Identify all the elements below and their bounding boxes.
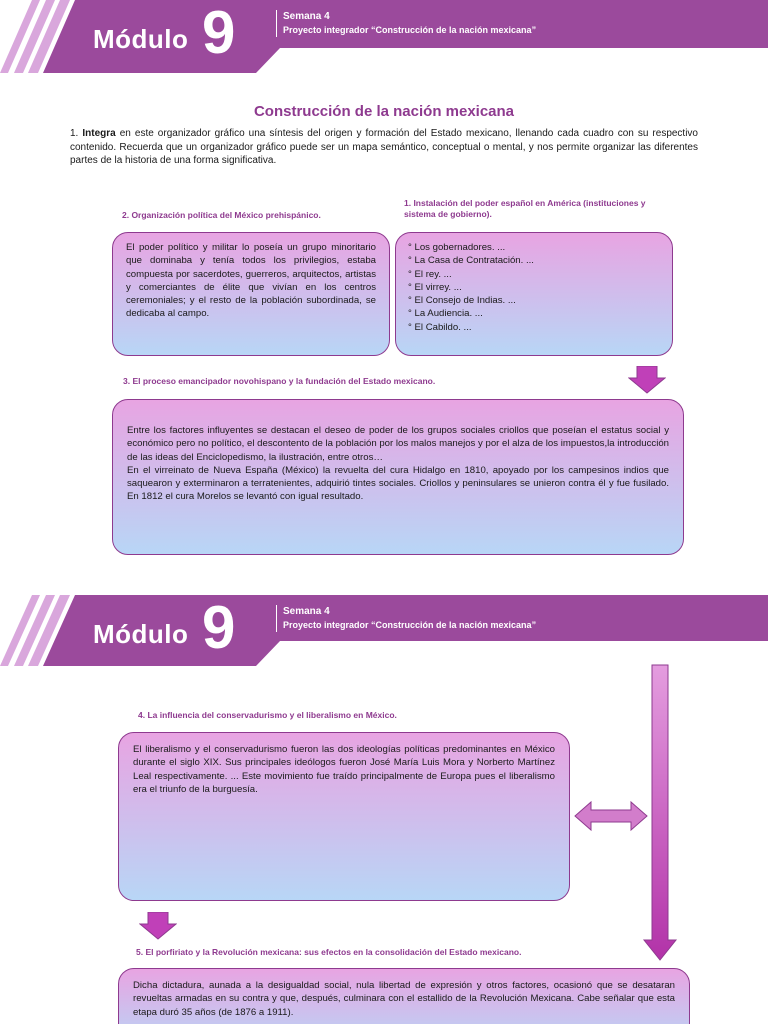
intro-number: 1. [70,128,79,139]
project-label: Proyecto integrador “Construcción de la nación mexicana” [283,620,537,630]
section4-text: El liberalismo y el conservadurismo fueron las dos ideologías políticas predominantes en México durante el siglo XIX. Sus principales ideólogos fueron José María Luis Mora y Norberto Martínez Leal respectivamente. ... Este movimiento fue traído principalmente de Europa pues el liberalismo era el triunfo de la burguesía. [133,744,555,795]
intro-bold: Integra [82,128,116,139]
project-label: Proyecto integrador “Construcción de la nación mexicana” [283,25,537,35]
module-banner-bottom [0,595,768,670]
section3-paragraph-2: En el virreinato de Nueva España (México) la revuelta del cura Hidalgo en 1810, apoyado por los campesinos indios que saquearon y exterminaron a terratenientes, adquirió tintes sociales. Criollos y peninsulares se unieron contra él y fue fusilado. En 1812 el cura Morelos se levantó con igual resultado. [127,464,669,503]
section2-label: 2. Organización política del México prehispánico. [122,210,321,220]
list-item: ° Los gobernadores. ... [408,242,506,253]
section2-box [112,232,390,356]
double-arrow-icon [574,800,648,832]
section5-text: Dicha dictadura, aunada a la desigualdad social, nula libertad de expresión y otros factores, ocasionó que se desataran revueltas armadas en su contra y que, después, culminara con el estallido de la Revolución Mexicana. Cabe señalar que esta etapa duró 35 años (de 1876 a 1911). [133,980,675,1018]
list-item: ° El Consejo de Indias. ... [408,295,516,307]
page-title: Construcción de la nación mexicana [253,103,515,120]
week-block [276,605,536,632]
section3-box [112,399,684,555]
week-label: Semana 4 [283,606,330,617]
section3-paragraph-1: Entre los factores influyentes se destacan el deseo de poder de los grupos sociales criollos que poseían el estatus social y económico pero no político, el descontento de la población por los malos manejos y por el alza de los impuestos,la introducción de las ideas del Enciclopedismo, la ilustración, entre otros… [127,425,669,463]
module-word: Módulo [93,619,189,649]
week-block [276,10,536,37]
week-label: Semana 4 [283,11,330,22]
section4-box [118,732,570,901]
section1-box [395,232,673,356]
section3-label: 3. El proceso emancipador novohispano y la fundación del Estado mexicano. [123,376,436,386]
intro-paragraph [70,127,698,168]
list-item: ° La Audiencia. ... [408,308,483,320]
list-item: ° El virrey. ... [408,281,462,293]
section1-list [408,241,660,334]
list-item: ° El rey. ... [408,268,452,280]
module-word: Módulo [93,24,189,54]
module-banner-top [0,0,768,75]
down-arrow-icon [139,912,177,940]
list-item: ° La Casa de Contratación. ... [408,255,534,267]
section5-box [118,968,690,1024]
section2-text: El poder político y militar lo poseía un grupo minoritario que dominaba y tenía todos los privilegios, estaba compuesta por sacerdotes, guerreros, arquitectos, artistas y comerciantes de élite que vivían en los centros ceremoniales; y el resto de la población subordinada, se dedicaba al campo. [126,242,376,320]
intro-rest: en este organizador gráfico una síntesis del origen y formación del Estado mexicano, llenando cada cuadro con su respectivo contenido. Recuerda que un organizador gráfico puede ser un mapa semántico, conceptual o mental, y nos permite organizar las diferentes partes de la historia de una forma significativa. [70,128,698,166]
module-number: 9 [202,0,236,66]
section1-label: 1. Instalación del poder español en América (instituciones y sistema de gobierno). [404,198,646,219]
section4-label: 4. La influencia del conservadurismo y el liberalismo en México. [138,710,397,720]
down-arrow-icon [628,366,666,394]
module-number: 9 [202,594,236,661]
list-item: ° El Cabildo. ... [408,321,472,333]
section5-label: 5. El porfiriato y la Revolución mexicana: sus efectos en la consolidación del Estado mexicano. [136,947,522,957]
